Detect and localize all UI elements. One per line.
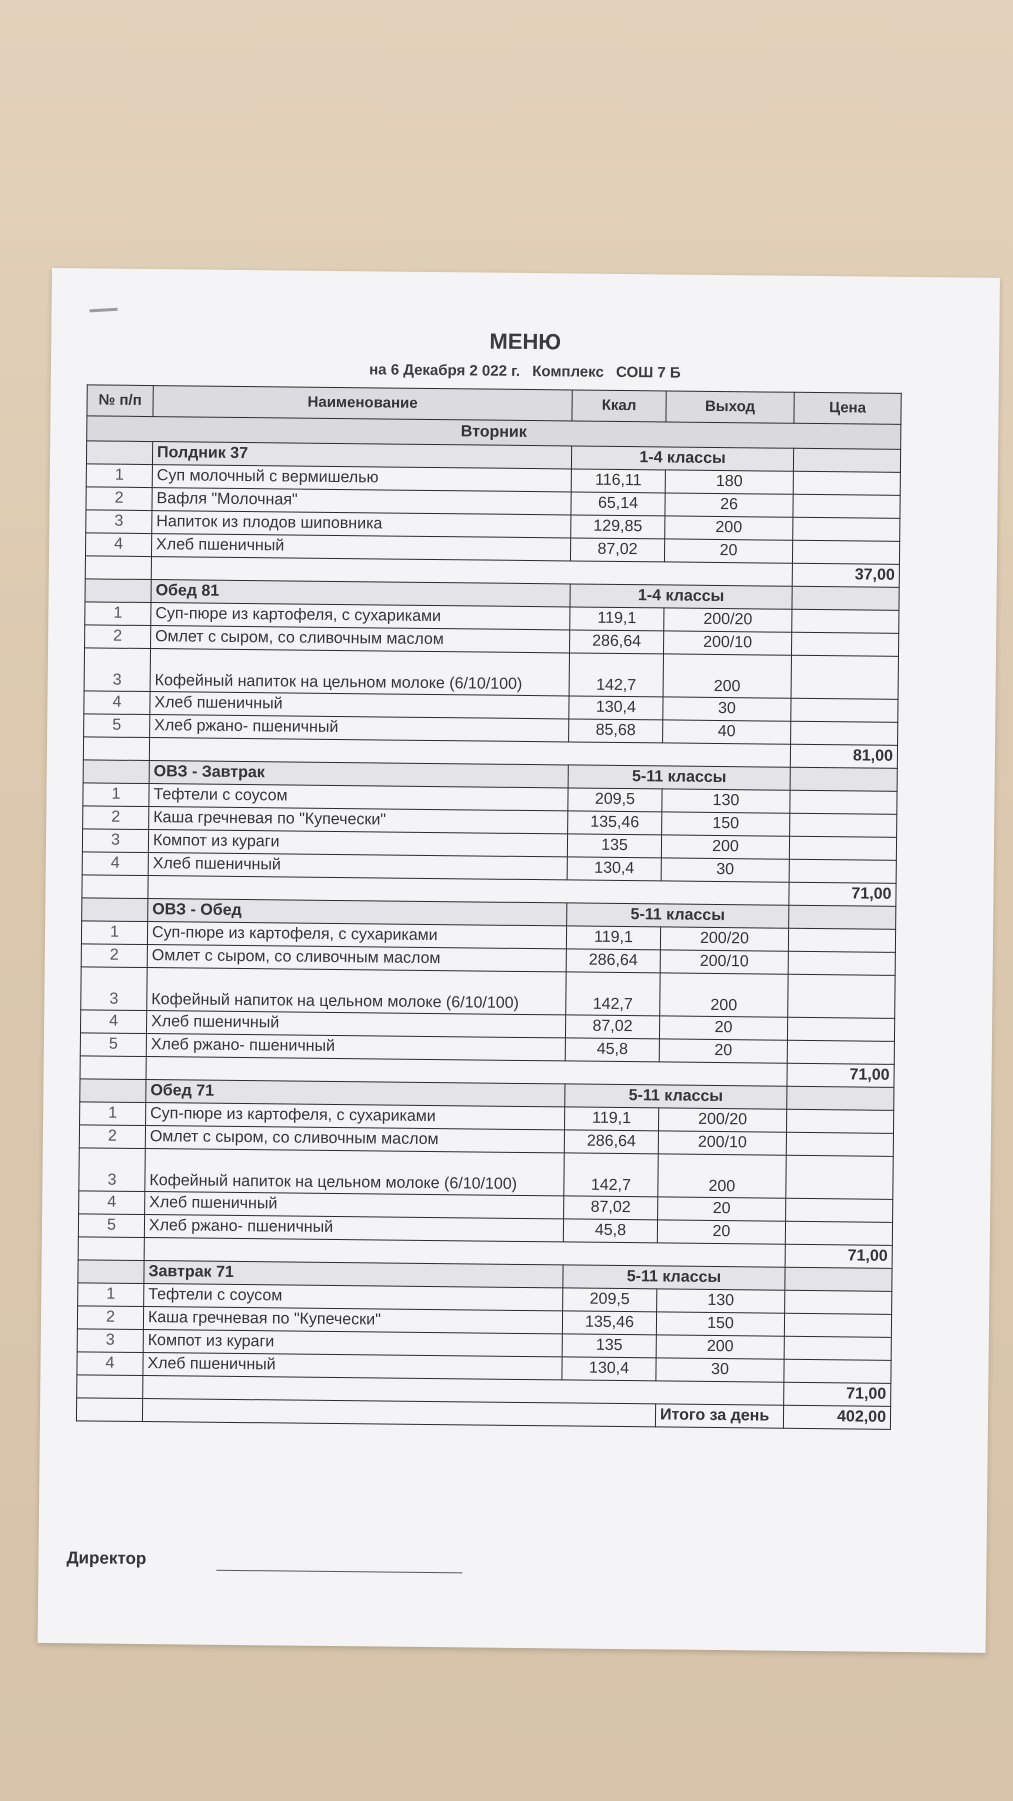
section-total: 71,00 — [785, 1244, 892, 1268]
item-number: 4 — [79, 1191, 145, 1215]
item-output: 200 — [663, 654, 791, 698]
item-number: 5 — [80, 1033, 146, 1057]
item-output: 200/20 — [664, 608, 792, 632]
item-kcal: 129,85 — [571, 515, 665, 539]
item-kcal: 209,5 — [568, 788, 662, 812]
complex-label: Комплекс — [532, 363, 604, 381]
item-kcal: 286,64 — [564, 1130, 658, 1154]
item-name: Хлеб ржано- пшеничный — [144, 1215, 563, 1242]
item-kcal: 286,64 — [569, 630, 663, 654]
item-number: 3 — [82, 829, 148, 853]
item-output: 20 — [659, 1039, 787, 1063]
item-price — [791, 632, 898, 656]
section-price-cell — [792, 586, 899, 610]
section-classes: 5-11 классы — [568, 765, 790, 790]
menu-body — [76, 416, 900, 1429]
item-name: Хлеб пшеничный — [148, 853, 567, 880]
item-number: 4 — [85, 533, 151, 557]
section-num-cell — [83, 760, 149, 784]
item-name: Хлеб пшеничный — [150, 692, 569, 719]
item-output: 200/10 — [660, 950, 788, 974]
section-total: 71,00 — [784, 1382, 891, 1406]
item-name: Хлеб пшеничный — [151, 534, 570, 561]
section-title: Обед 71 — [146, 1080, 565, 1107]
item-number: 3 — [79, 1148, 145, 1192]
total-blank-num — [82, 875, 148, 899]
item-number: 2 — [83, 806, 149, 830]
total-blank-num — [80, 1056, 146, 1080]
item-number: 4 — [80, 1010, 146, 1034]
item-output: 200/20 — [658, 1108, 786, 1132]
section-price-cell — [789, 905, 896, 929]
item-price — [791, 721, 898, 745]
item-number: 5 — [84, 714, 150, 738]
section-total: 71,00 — [787, 1063, 894, 1087]
item-name: Компот из кураги — [143, 1330, 562, 1357]
item-output: 40 — [663, 720, 791, 744]
date-line: на 6 Декабря 2 022 г. — [369, 361, 521, 380]
item-name: Тефтели с соусом — [144, 1284, 563, 1311]
item-price — [791, 698, 898, 722]
item-kcal: 87,02 — [564, 1196, 658, 1220]
section-title: Завтрак 71 — [144, 1261, 563, 1288]
item-number: 3 — [77, 1329, 143, 1353]
item-number: 3 — [86, 510, 152, 534]
director-label: Директор — [66, 1548, 147, 1569]
item-kcal: 209,5 — [563, 1288, 657, 1312]
item-price — [792, 540, 899, 564]
item-kcal: 87,02 — [570, 538, 664, 562]
section-total: 81,00 — [790, 744, 897, 768]
item-output: 20 — [659, 1016, 787, 1040]
item-price — [787, 1040, 894, 1064]
item-output: 20 — [664, 539, 792, 563]
item-kcal: 135,46 — [562, 1311, 656, 1335]
item-name: Напиток из плодов шиповника — [152, 511, 571, 538]
school-name: СОШ 7 Б — [615, 363, 681, 382]
menu-table — [76, 384, 902, 1429]
item-price — [788, 928, 895, 952]
item-kcal: 135 — [562, 1334, 656, 1358]
menu-item-row — [81, 967, 895, 1019]
item-name: Вафля "Молочная" — [152, 488, 571, 515]
item-price — [790, 813, 897, 837]
item-kcal: 45,8 — [565, 1038, 659, 1062]
day-label: Вторник — [87, 416, 901, 450]
item-price — [790, 790, 897, 814]
total-blank-num — [77, 1375, 143, 1399]
item-name: Суп-пюре из картофеля, с сухариками — [147, 922, 566, 949]
item-output: 200 — [665, 516, 793, 540]
total-blank-num — [78, 1237, 144, 1261]
item-output: 180 — [665, 470, 793, 494]
grand-blank-num — [76, 1398, 142, 1422]
item-number: 1 — [80, 1102, 146, 1126]
section-classes: 5-11 классы — [565, 1084, 787, 1109]
grand-total-label: Итого за день — [655, 1404, 783, 1428]
section-title: ОВЗ - Обед — [148, 899, 567, 926]
item-kcal: 142,7 — [569, 653, 663, 697]
item-price — [786, 1198, 893, 1222]
item-number: 1 — [78, 1283, 144, 1307]
item-output: 30 — [663, 697, 791, 721]
section-num-cell — [85, 579, 151, 603]
item-price — [784, 1359, 891, 1383]
total-blank-num — [85, 556, 151, 580]
item-output: 150 — [656, 1312, 784, 1336]
item-output: 200 — [661, 835, 789, 859]
item-price — [793, 494, 900, 518]
item-name: Каша гречневая по "Купечески" — [143, 1307, 562, 1334]
item-kcal: 65,14 — [571, 492, 665, 516]
menu-subtitle — [51, 358, 999, 385]
grand-blank-name — [142, 1399, 655, 1427]
col-output-header: Выход — [666, 391, 794, 423]
item-kcal: 130,4 — [569, 696, 663, 720]
item-price — [788, 951, 895, 975]
item-number: 2 — [85, 625, 151, 649]
section-classes: 5-11 классы — [563, 1265, 785, 1290]
item-price — [793, 471, 900, 495]
item-output: 20 — [658, 1197, 786, 1221]
item-name: Кофейный напиток на цельном молоке (6/10/100) — [145, 1149, 564, 1196]
section-title: Обед 81 — [151, 580, 570, 607]
item-number: 2 — [86, 487, 152, 511]
grand-total-value: 402,00 — [783, 1405, 890, 1429]
item-name: Хлеб ржано- пшеничный — [146, 1034, 565, 1061]
item-name: Омлет с сыром, со сливочным маслом — [145, 1126, 564, 1153]
item-number: 2 — [77, 1306, 143, 1330]
item-price — [791, 655, 898, 699]
item-name: Хлеб ржано- пшеничный — [150, 715, 569, 742]
item-price — [784, 1313, 891, 1337]
section-title: ОВЗ - Завтрак — [149, 761, 568, 788]
col-price-header: Цена — [794, 392, 901, 424]
item-kcal: 135,46 — [568, 811, 662, 835]
total-blank-num — [83, 737, 149, 761]
item-number: 3 — [84, 648, 150, 692]
item-kcal: 286,64 — [566, 949, 660, 973]
item-name: Компот из кураги — [148, 830, 567, 857]
item-number: 2 — [79, 1125, 145, 1149]
item-output: 200 — [658, 1154, 786, 1198]
item-output: 30 — [661, 858, 789, 882]
section-price-cell — [790, 767, 897, 791]
item-number: 2 — [81, 944, 147, 968]
item-number: 4 — [84, 691, 150, 715]
section-classes: 1-4 классы — [570, 584, 792, 609]
item-output: 130 — [662, 789, 790, 813]
item-name: Суп-пюре из картофеля, с сухариками — [151, 603, 570, 630]
item-number: 1 — [85, 602, 151, 626]
item-output: 150 — [662, 812, 790, 836]
item-number: 1 — [81, 921, 147, 945]
section-num-cell — [86, 441, 152, 465]
item-output: 200 — [656, 1335, 784, 1359]
item-name: Кофейный напиток на цельном молоке (6/10/100) — [150, 649, 569, 696]
item-price — [789, 836, 896, 860]
col-num-header: № п/п — [87, 385, 153, 417]
item-output: 20 — [657, 1220, 785, 1244]
col-name-header: Наименование — [153, 386, 572, 421]
section-price-cell — [787, 1086, 894, 1110]
item-output: 200/10 — [663, 631, 791, 655]
item-name: Тефтели с соусом — [149, 784, 568, 811]
item-name: Омлет с сыром, со сливочным маслом — [151, 626, 570, 653]
item-number: 4 — [77, 1352, 143, 1376]
item-name: Хлеб пшеничный — [145, 1192, 564, 1219]
item-price — [786, 1109, 893, 1133]
item-output: 30 — [656, 1358, 784, 1382]
item-price — [788, 974, 895, 1018]
item-name: Каша гречневая по "Купечески" — [149, 807, 568, 834]
item-kcal: 45,8 — [563, 1219, 657, 1243]
section-total: 71,00 — [789, 882, 896, 906]
item-price — [786, 1155, 893, 1199]
item-kcal: 119,1 — [565, 1107, 659, 1131]
item-kcal: 116,11 — [571, 469, 665, 493]
item-price — [785, 1221, 892, 1245]
item-number: 3 — [81, 967, 147, 1011]
item-price — [787, 1017, 894, 1041]
col-kcal-header: Ккал — [572, 390, 666, 422]
item-kcal: 142,7 — [566, 972, 660, 1016]
item-name: Хлеб пшеничный — [143, 1353, 562, 1380]
item-number: 4 — [82, 852, 148, 876]
menu-sheet — [38, 268, 1000, 1653]
item-kcal: 85,68 — [569, 719, 663, 743]
item-kcal: 130,4 — [567, 857, 661, 881]
item-price — [793, 517, 900, 541]
section-price-cell — [785, 1267, 892, 1291]
item-name: Кофейный напиток на цельном молоке (6/10/100) — [147, 968, 566, 1015]
item-kcal: 135 — [567, 834, 661, 858]
item-name: Хлеб пшеничный — [146, 1011, 565, 1038]
pencil-mark — [89, 308, 117, 313]
item-price — [792, 609, 899, 633]
item-number: 1 — [83, 783, 149, 807]
item-name: Омлет с сыром, со сливочным маслом — [147, 945, 566, 972]
item-price — [789, 859, 896, 883]
section-total: 37,00 — [792, 563, 899, 587]
item-name: Суп-пюре из картофеля, с сухариками — [146, 1103, 565, 1130]
section-classes: 1-4 классы — [571, 446, 793, 471]
section-classes: 5-11 классы — [567, 903, 789, 928]
item-price — [786, 1132, 893, 1156]
item-kcal: 119,1 — [566, 926, 660, 950]
item-price — [785, 1290, 892, 1314]
signature-line — [216, 1570, 462, 1574]
section-price-cell — [793, 448, 900, 472]
item-kcal: 87,02 — [565, 1015, 659, 1039]
section-title: Полдник 37 — [152, 442, 571, 469]
item-output: 26 — [665, 493, 793, 517]
item-output: 200/10 — [658, 1131, 786, 1155]
menu-title: МЕНЮ — [489, 328, 562, 355]
item-number: 1 — [86, 464, 152, 488]
section-num-cell — [82, 898, 148, 922]
section-num-cell — [80, 1079, 146, 1103]
item-number: 5 — [78, 1214, 144, 1238]
item-price — [784, 1336, 891, 1360]
item-kcal: 130,4 — [562, 1357, 656, 1381]
item-name: Суп молочный с вермишелью — [152, 465, 571, 492]
item-output: 200 — [660, 973, 788, 1017]
item-kcal: 119,1 — [570, 607, 664, 631]
item-output: 200/20 — [660, 927, 788, 951]
item-output: 130 — [657, 1289, 785, 1313]
menu-item-row — [84, 648, 898, 700]
section-num-cell — [78, 1260, 144, 1284]
item-kcal: 142,7 — [564, 1153, 658, 1197]
